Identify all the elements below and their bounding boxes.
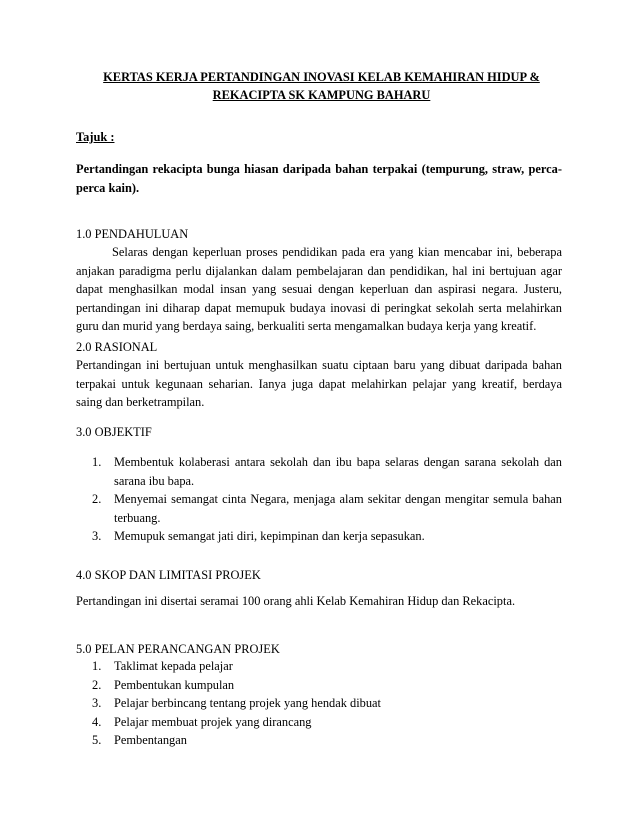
skop-text: Pertandingan ini disertai seramai 100 orang ahli Kelab Kemahiran Hidup dan Rekacipta. <box>76 594 516 608</box>
pendahuluan-heading: 1.0 PENDAHULUAN <box>76 227 189 241</box>
list-number: 5. <box>92 733 102 747</box>
document-title: KERTAS KERJA PERTANDINGAN INOVASI KELAB KEMAHIRAN HIDUP & REKACIPTA SK KAMPUNG BAHARU <box>103 70 540 102</box>
list-number: 2. <box>92 492 102 506</box>
skop-heading: 4.0 SKOP DAN LIMITASI PROJEK <box>76 568 261 582</box>
pelan-heading: 5.0 PELAN PERANCANGAN PROJEK <box>76 642 280 656</box>
list-text: Memupuk semangat jati diri, kepimpinan dan kerja sepasukan. <box>114 529 425 543</box>
list-number: 3. <box>92 529 102 543</box>
list-number: 1. <box>92 455 102 469</box>
list-text: Menyemai semangat cinta Negara, menjaga alam sekitar dengan mengitar semula bahan terbuang. <box>114 492 562 525</box>
objektif-heading: 3.0 OBJEKTIF <box>76 425 152 439</box>
list-item <box>92 694 562 713</box>
list-text: Taklimat kepada pelajar <box>114 659 233 673</box>
tajuk-text: Pertandingan rekacipta bunga hiasan daripada bahan terpakai (tempurung, straw, perca-perca kain). <box>76 162 562 195</box>
pendahuluan-text: Selaras dengan keperluan proses pendidikan pada era yang kian mencabar ini, beberapa anjakan paradigma perlu dijalankan dalam pembelajaran dan pendidikan, hal ini bertujuan agar dapat menghasilkan modal insan yang sesuai dengan keperluan dan aspirasi negara. Justeru, pertandingan ini diharap dapat memupuk budaya inovasi di peringkat sekolah serta melahirkan guru dan murid yang berdaya saing, berkualiti serta mengamalkan budaya kerja yang kreatif. <box>76 245 562 333</box>
list-text: Pelajar membuat projek yang dirancang <box>114 714 312 729</box>
pelan-list <box>92 657 562 750</box>
list-text: Pembentangan <box>114 733 187 747</box>
rasional-text: Pertandingan ini bertujuan untuk menghasilkan suatu ciptaan baru yang dibuat daripada bahan terpakai untuk kegunaan seharian. Ianya juga dapat melahirkan pelajar yang kreatif, berdaya saing dan berketrampilan. <box>76 358 562 409</box>
list-text: Pembentukan kumpulan <box>114 677 235 692</box>
list-number: 1. <box>92 659 102 673</box>
objektif-list <box>92 453 562 546</box>
list-text: Membentuk kolaberasi antara sekolah dan ibu bapa selaras dengan sarana sekolah dan sarana ibu bapa. <box>114 455 562 488</box>
list-number: 3. <box>92 696 102 710</box>
list-item <box>92 713 562 732</box>
list-item <box>92 676 562 695</box>
rasional-heading: 2.0 RASIONAL <box>76 340 158 354</box>
list-number: 4. <box>92 714 102 729</box>
list-item <box>92 490 562 527</box>
list-item <box>92 731 562 750</box>
list-item <box>92 453 562 490</box>
tajuk-label: Tajuk : <box>76 130 115 144</box>
list-item <box>92 657 562 676</box>
list-item <box>92 527 562 546</box>
list-text: Pelajar berbincang tentang projek yang hendak dibuat <box>114 696 381 710</box>
list-number: 2. <box>92 677 102 692</box>
